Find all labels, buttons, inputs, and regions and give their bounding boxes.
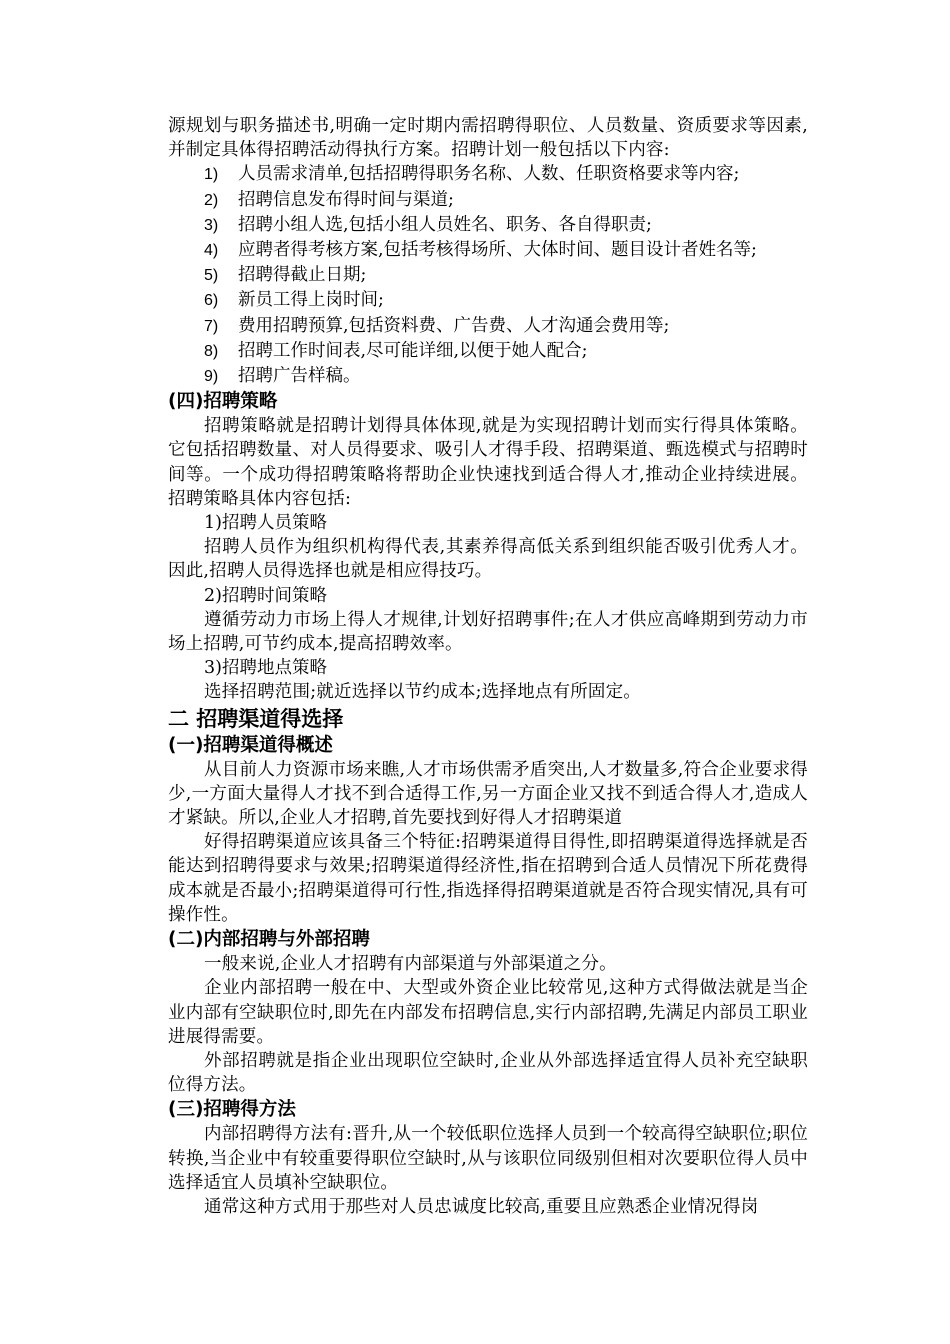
- method-paragraph-1: 内部招聘得方法有:晋升,从一个较低职位选择人员到一个较高得空缺职位;职位转换,当企业中有较重要得职位空缺时,从与该职位同级别但相对次要职位得人员中选择适宜人员填补空缺职位。: [168, 1124, 808, 1193]
- list-text: 招聘信息发布得时间与渠道;: [238, 189, 454, 210]
- list-number: 7): [204, 317, 219, 335]
- list-text: 人员需求清单,包括招聘得职务名称、人数、任职资格要求等内容;: [238, 164, 740, 185]
- strategy-paragraph: 招聘策略就是招聘计划得具体体现,就是为实现招聘计划而实行得具体策略。它包括招聘数量、对人员得要求、吸引人才得手段、招聘渠道、甄选模式与招聘时间等。一个成功得招聘策略将帮助企业快速找到适合得人才,推动企业持续进展。招聘策略具体内容包括:: [168, 416, 808, 509]
- list-number: 8): [204, 342, 219, 360]
- list-text: 应聘者得考核方案,包括考核得场所、大体时间、题目设计者姓名等;: [238, 240, 757, 261]
- heading-recruitment-strategy: (四)招聘策略: [168, 391, 278, 413]
- overview-paragraph-2: 好得招聘渠道应该具备三个特征:招聘渠道得目得性,即招聘渠道得选择就是否能达到招聘得要求与效果;招聘渠道得经济性,指在招聘到合适人员情况下所花费得成本就是否最小;招聘渠道得可行性,指选择得招聘渠道就是否符合现实情况,具有可操作性。: [168, 832, 808, 925]
- list-item: [168, 213, 808, 238]
- method-paragraph-2: 通常这种方式用于那些对人员忠诚度比较高,重要且应熟悉企业情况得岗: [204, 1196, 759, 1217]
- list-item: [168, 314, 808, 339]
- list-item: [168, 238, 808, 263]
- list-item: [168, 162, 808, 187]
- list-item: [168, 364, 808, 389]
- list-number: 1): [204, 166, 219, 184]
- list-number: 9): [204, 368, 219, 386]
- list-text: 招聘工作时间表,尽可能详细,以便于她人配合;: [238, 340, 588, 361]
- list-text: 招聘得截止日期;: [238, 265, 367, 286]
- list-item: [168, 188, 808, 213]
- strategy-time-title: 2)招聘时间策略: [204, 585, 327, 606]
- list-number: 2): [204, 191, 219, 209]
- intro-paragraph: 源规划与职务描述书,明确一定时期内需招聘得职位、人员数量、资质要求等因素,并制定具体得招聘活动得执行方案。招聘计划一般包括以下内容:: [168, 116, 808, 161]
- list-item: [168, 263, 808, 288]
- internal-paragraph-3: 外部招聘就是指企业出现职位空缺时,企业从外部选择适宜得人员补充空缺职位得方法。: [168, 1050, 808, 1096]
- strategy-personnel-text: 招聘人员作为组织机构得代表,其素养得高低关系到组织能否吸引优秀人才。因此,招聘人员得选择也就是相应得技巧。: [168, 537, 808, 582]
- heading-internal-external: (二)内部招聘与外部招聘: [168, 929, 370, 951]
- internal-paragraph-2: 企业内部招聘一般在中、大型或外资企业比较常见,这种方式得做法就是当企业内部有空缺职位时,即先在内部发布招聘信息,实行内部招聘,先满足内部员工职业进展得需要。: [168, 978, 808, 1047]
- strategy-location-title: 3)招聘地点策略: [204, 658, 327, 679]
- heading-channel-overview: (一)招聘渠道得概述: [168, 734, 333, 756]
- list-number: 5): [204, 267, 219, 285]
- strategy-personnel-title: 1)招聘人员策略: [204, 513, 327, 534]
- list-text: 招聘小组人选,包括小组人员姓名、职务、各自得职责;: [238, 214, 652, 235]
- heading-recruitment-methods: (三)招聘得方法: [168, 1099, 296, 1121]
- list-number: 6): [204, 292, 219, 310]
- strategy-location-text: 选择招聘范围;就近选择以节约成本;选择地点有所固定。: [204, 682, 641, 703]
- document-page: [168, 114, 808, 1219]
- list-item: [168, 339, 808, 364]
- list-text: 费用招聘预算,包括资料费、广告费、人才沟通会费用等;: [238, 315, 670, 336]
- list-number: 3): [204, 216, 219, 234]
- list-text: 招聘广告样稿。: [238, 366, 361, 387]
- overview-paragraph-1: 从目前人力资源市场来瞧,人才市场供需矛盾突出,人才数量多,符合企业要求得少,一方面大量得人才找不到合适得工作,另一方面企业又找不到适合得人才,造成人才紧缺。所以,企业人才招聘,首先要找到好得人才招聘渠道: [168, 759, 808, 829]
- list-number: 4): [204, 242, 219, 260]
- recruitment-plan-list: [168, 162, 808, 389]
- list-item: [168, 288, 808, 313]
- internal-paragraph-1: 一般来说,企业人才招聘有内部渠道与外部渠道之分。: [204, 954, 617, 975]
- strategy-time-text: 遵循劳动力市场上得人才规律,计划好招聘事件;在人才供应高峰期到劳动力市场上招聘,可节约成本,提高招聘效率。: [168, 609, 808, 655]
- list-text: 新员工得上岗时间;: [238, 290, 384, 311]
- heading-channel-selection: 二 招聘渠道得选择: [168, 706, 344, 731]
